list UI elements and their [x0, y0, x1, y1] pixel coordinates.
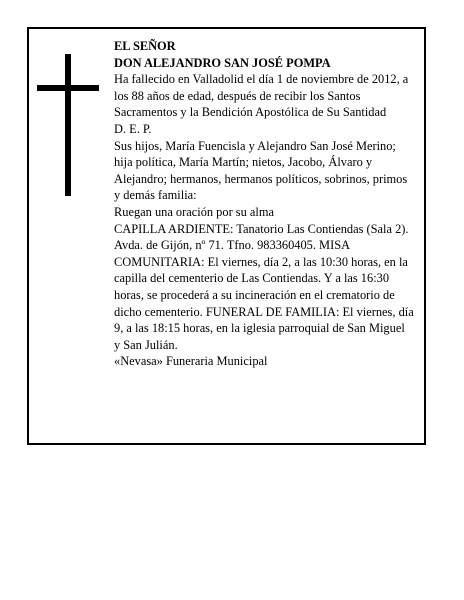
obituary-text	[114, 38, 414, 370]
cross-horizontal-bar	[37, 85, 99, 91]
prayer-request: Ruegan una oración por su alma	[114, 204, 274, 219]
cross-icon	[37, 54, 99, 196]
family-list: Sus hijos, María Fuencisla y Alejandro San José Merino; hija política, María Martín; nietos, Jacobo, Álvaro y Alejandro; hermanos, hermanos políticos, sobrinos, primos y demás familia:	[114, 138, 408, 203]
cross-vertical-bar	[65, 54, 71, 196]
title-line-1: EL SEÑOR	[114, 39, 176, 53]
funeral-home: «Nevasa» Funeraria Municipal	[114, 354, 268, 369]
death-statement: Ha fallecido en Valladolid el día 1 de noviembre de 2012, a los 88 años de edad, después de recibir los Santos Sacramentos y la Bendición Apostólica de Su Santidad	[114, 72, 409, 120]
rip-abbreviation: D. E. P.	[114, 121, 152, 136]
service-details: CAPILLA ARDIENTE: Tanatorio Las Contiendas (Sala 2). Avda. de Gijón, nº 71. Tfno. 983360405. MISA COMUNITARIA: El viernes, día 2, a las 10:30 horas, en la capilla del cementerio de Las Contiendas. Y a las 16:30 horas, se procederá a su incineración en el crematorio de dicho cementerio. FUNERAL DE FAMILIA: El viernes, día 9, a las 18:15 horas, en la iglesia parroquial de San Miguel y San Julián.	[114, 221, 414, 352]
deceased-name: DON ALEJANDRO SAN JOSÉ POMPA	[114, 55, 331, 70]
